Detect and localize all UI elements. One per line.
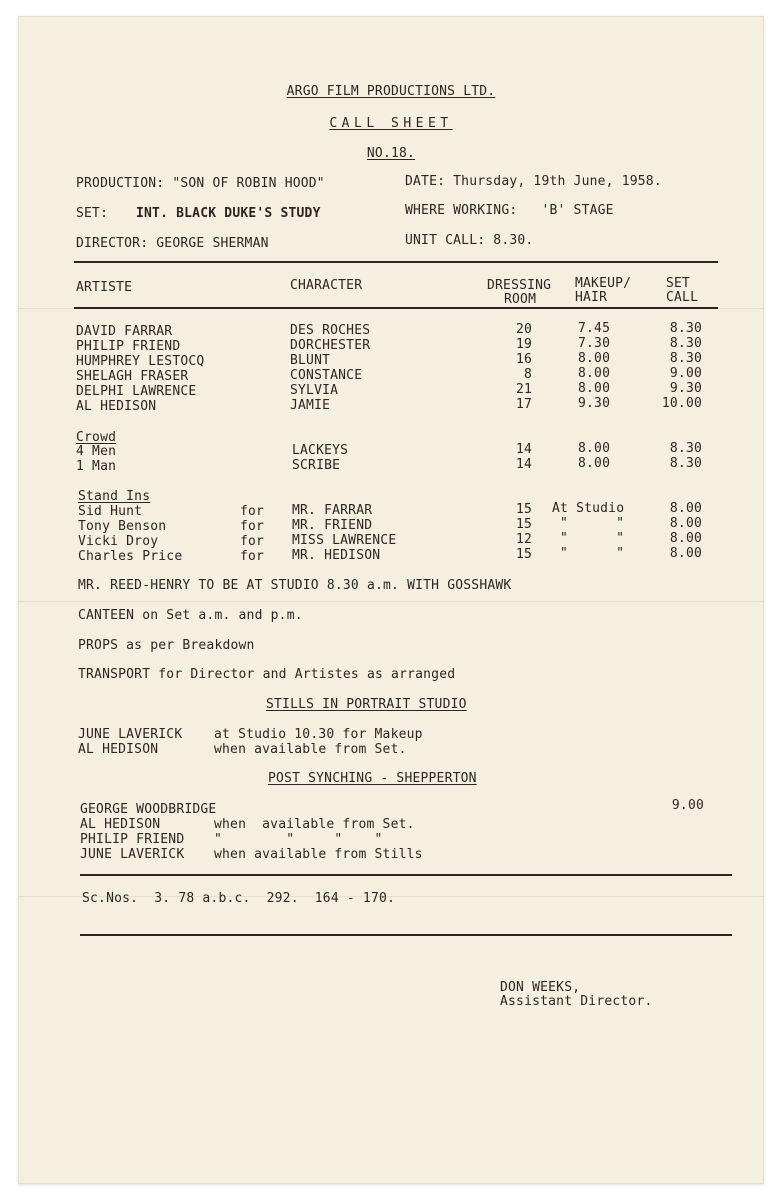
character-name: BLUNT <box>290 353 331 368</box>
dressing-room: 14 <box>515 442 532 457</box>
set-call-time: 8.30 <box>669 336 702 351</box>
ditto-marks: " " <box>560 531 625 546</box>
dressing-room: 8 <box>523 367 532 382</box>
makeup-time: 7.45 <box>578 321 611 336</box>
dressing-room: 16 <box>515 352 532 367</box>
dressing-room: 21 <box>515 382 532 397</box>
where-working-line: WHERE WORKING: 'B' STAGE <box>405 203 614 218</box>
artiste-name: SHELAGH FRASER <box>76 369 189 384</box>
stills-name: JUNE LAVERICK <box>78 727 183 742</box>
character-name: CONSTANCE <box>290 368 363 383</box>
document-title: CALL SHEET <box>329 116 453 131</box>
post-synching-name: GEORGE WOODBRIDGE <box>80 802 217 817</box>
makeup-time: 8.00 <box>578 381 611 396</box>
stand-in-name: Sid Hunt <box>78 504 143 519</box>
signature-role: Assistant Director. <box>500 994 653 1009</box>
post-synching-name: JUNE LAVERICK <box>80 847 185 862</box>
stills-name: AL HEDISON <box>78 742 159 757</box>
divider-line <box>80 874 732 876</box>
stand-in-for: MISS LAWRENCE <box>292 533 397 548</box>
crowd-count: 4 Men <box>76 444 117 459</box>
set-call-time: 8.30 <box>669 456 702 471</box>
date-line: DATE: Thursday, 19th June, 1958. <box>405 174 662 189</box>
makeup-time: 8.00 <box>578 366 611 381</box>
ditto-marks: " " " " <box>214 832 383 847</box>
note-line: TRANSPORT for Director and Artistes as arranged <box>78 667 456 682</box>
company-name: ARGO FILM PRODUCTIONS LTD. <box>286 84 496 99</box>
divider-line <box>80 934 732 936</box>
post-synching-name: AL HEDISON <box>80 817 161 832</box>
stand-in-name: Charles Price <box>78 549 183 564</box>
stills-detail: at Studio 10.30 for Makeup <box>214 727 423 742</box>
header-hair: HAIR <box>575 290 608 305</box>
stand-in-for: MR. FRIEND <box>292 518 373 533</box>
stand-in-name: Vicki Droy <box>78 534 159 549</box>
set-value: INT. BLACK DUKE'S STUDY <box>136 206 321 221</box>
post-synching-detail: when available from Stills <box>214 847 423 862</box>
dressing-room: 15 <box>515 547 532 562</box>
set-call-time: 8.00 <box>669 501 702 516</box>
stand-in-for: MR. HEDISON <box>292 548 381 563</box>
makeup-time: At Studio <box>552 501 625 516</box>
makeup-time: 9.30 <box>578 396 611 411</box>
director-line: DIRECTOR: GEORGE SHERMAN <box>76 236 269 251</box>
character-name: DORCHESTER <box>290 338 371 353</box>
dressing-room: 19 <box>515 337 532 352</box>
character-name: JAMIE <box>290 398 331 413</box>
post-synching-time: 9.00 <box>671 798 704 813</box>
unit-call-line: UNIT CALL: 8.30. <box>405 233 534 248</box>
divider-line <box>74 307 718 309</box>
post-synching-detail: when available from Set. <box>214 817 415 832</box>
set-call-time: 8.30 <box>669 321 702 336</box>
ditto-marks: " " <box>560 516 625 531</box>
set-call-time: 9.00 <box>669 366 702 381</box>
for-label: for <box>240 534 265 549</box>
header-character: CHARACTER <box>290 278 363 293</box>
character-name: SYLVIA <box>290 383 339 398</box>
artiste-name: PHILIP FRIEND <box>76 339 181 354</box>
makeup-time: 8.00 <box>578 456 611 471</box>
sheet-number: NO.18. <box>366 146 416 161</box>
for-label: for <box>240 549 265 564</box>
note-line: PROPS as per Breakdown <box>78 638 255 653</box>
makeup-time: 8.00 <box>578 441 611 456</box>
header-artiste: ARTISTE <box>76 280 133 295</box>
dressing-room: 15 <box>515 502 532 517</box>
header-room: ROOM <box>504 292 537 307</box>
ditto-marks: " " <box>560 546 625 561</box>
dressing-room: 20 <box>515 322 532 337</box>
artiste-name: AL HEDISON <box>76 399 157 414</box>
call-sheet-paper <box>18 16 764 1184</box>
set-label: SET: <box>76 206 109 221</box>
header-makeup: MAKEUP/ <box>575 276 632 291</box>
artiste-name: DELPHI LAWRENCE <box>76 384 197 399</box>
dressing-room: 14 <box>515 457 532 472</box>
set-call-time: 9.30 <box>669 381 702 396</box>
paper-fold <box>18 601 764 602</box>
note-line: CANTEEN on Set a.m. and p.m. <box>78 608 303 623</box>
set-call-time: 10.00 <box>661 396 702 411</box>
stand-in-for: MR. FARRAR <box>292 503 373 518</box>
post-synching-name: PHILIP FRIEND <box>80 832 185 847</box>
character-name: SCRIBE <box>292 458 341 473</box>
note-line: MR. REED-HENRY TO BE AT STUDIO 8.30 a.m. WITH GOSSHAWK <box>78 578 512 593</box>
scene-numbers: Sc.Nos. 3. 78 a.b.c. 292. 164 - 170. <box>82 891 396 906</box>
for-label: for <box>240 504 265 519</box>
post-synching-heading: POST SYNCHING - SHEPPERTON <box>268 771 477 786</box>
production-line: PRODUCTION: "SON OF ROBIN HOOD" <box>76 176 325 191</box>
character-name: DES ROCHES <box>290 323 371 338</box>
makeup-time: 7.30 <box>578 336 611 351</box>
dressing-room: 12 <box>515 532 532 547</box>
artiste-name: HUMPHREY LESTOCQ <box>76 354 205 369</box>
crowd-heading: Crowd <box>76 430 117 445</box>
makeup-time: 8.00 <box>578 351 611 366</box>
stills-detail: when available from Set. <box>214 742 407 757</box>
header-call: CALL <box>666 290 699 305</box>
for-label: for <box>240 519 265 534</box>
signature-name: DON WEEKS, <box>500 980 581 995</box>
set-call-time: 8.30 <box>669 441 702 456</box>
artiste-name: DAVID FARRAR <box>76 324 173 339</box>
character-name: LACKEYS <box>292 443 349 458</box>
stills-heading: STILLS IN PORTRAIT STUDIO <box>266 697 467 712</box>
dressing-room: 15 <box>515 517 532 532</box>
set-call-time: 8.00 <box>669 531 702 546</box>
dressing-room: 17 <box>515 397 532 412</box>
set-call-time: 8.00 <box>669 546 702 561</box>
stand-in-name: Tony Benson <box>78 519 167 534</box>
set-call-time: 8.30 <box>669 351 702 366</box>
set-call-time: 8.00 <box>669 516 702 531</box>
crowd-count: 1 Man <box>76 459 117 474</box>
divider-line <box>74 261 718 263</box>
header-dressing: DRESSING <box>487 278 552 293</box>
header-set: SET <box>666 276 691 291</box>
stand-ins-heading: Stand Ins <box>78 489 151 504</box>
